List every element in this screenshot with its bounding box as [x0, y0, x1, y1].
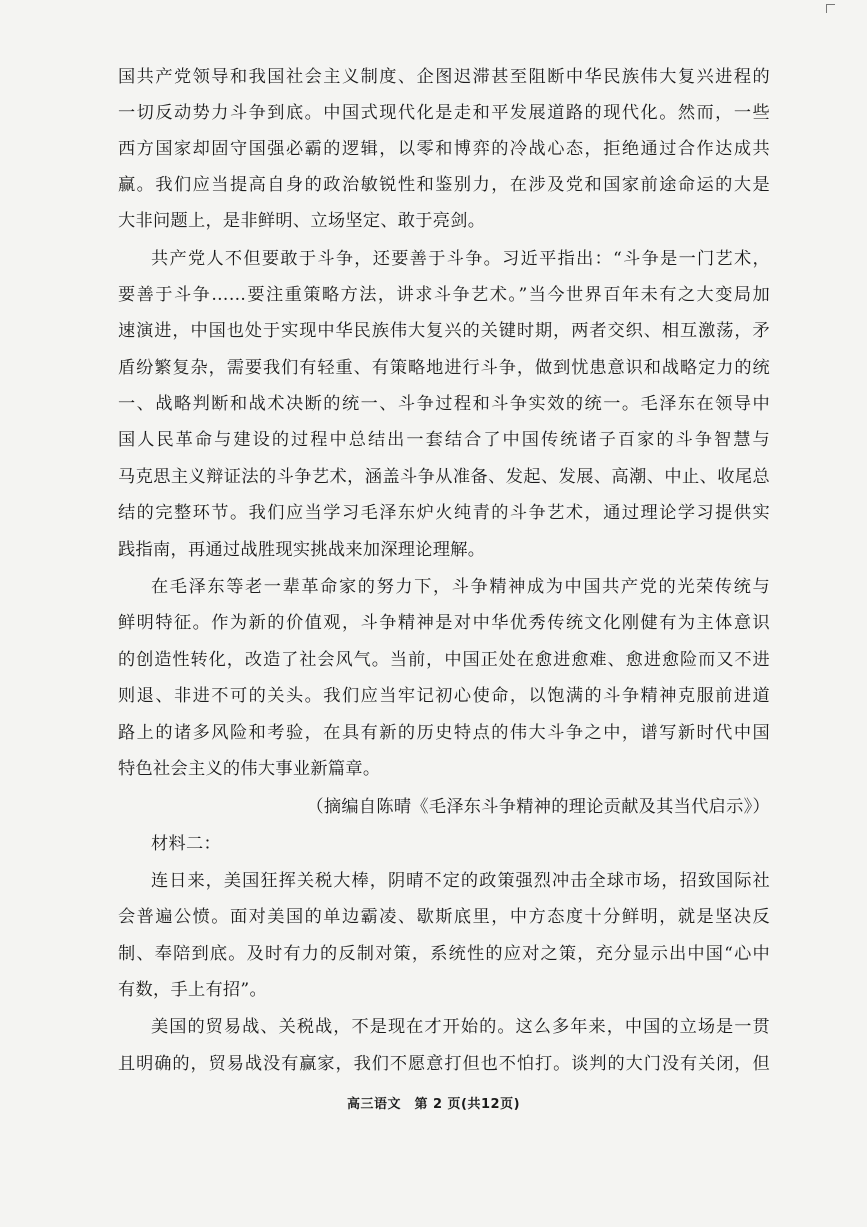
paragraph-3-line: 在毛泽东等老一辈革命家的努力下，斗争精神成为中国共产党的光荣传统与	[151, 577, 770, 597]
material-two-heading: 材料二：	[151, 834, 221, 854]
paragraph-5-line: 美国的贸易战、关税战，不是现在才开始的。这么多年来，中国的立场是一贯	[151, 1017, 770, 1037]
source-citation: （摘编自陈晴《毛泽东斗争精神的理论贡献及其当代启示》）	[306, 797, 770, 817]
paragraph-3-line: 的创造性转化，改造了社会风气。当前，中国正处在愈进愈难、愈进愈险而又不进	[118, 650, 770, 670]
paragraph-1-line: 国共产党领导和我国社会主义制度、企图迟滞甚至阻断中华民族伟大复兴进程的	[118, 67, 770, 87]
paragraph-2-line: 马克思主义辩证法的斗争艺术，涵盖斗争从准备、发起、发展、高潮、中止、收尾总	[118, 467, 770, 487]
paragraph-3-line: 特色社会主义的伟大事业新篇章。	[118, 759, 381, 779]
paragraph-1-line: 赢。我们应当提高自身的政治敏锐性和鉴别力，在涉及党和国家前途命运的大是	[118, 175, 770, 195]
paragraph-2-line: 盾纷繁复杂，需要我们有轻重、有策略地进行斗争，做到忧患意识和战略定力的统	[118, 358, 770, 378]
paragraph-1-line: 大非问题上，是非鲜明、立场坚定、敢于亮剑。	[118, 211, 486, 231]
paragraph-4-line: 制、奉陪到底。及时有力的反制对策，系统性的应对之策，充分显示出中国“心中	[118, 944, 770, 964]
page-footer: 高三语文 第 2 页(共12页)	[346, 1097, 521, 1112]
paragraph-2-line: 一、战略判断和战术决断的统一、斗争过程和斗争实效的统一。毛泽东在领导中	[118, 394, 770, 414]
paragraph-5-line: 且明确的，贸易战没有赢家，我们不愿意打但也不怕打。谈判的大门没有关闭，但	[118, 1054, 770, 1074]
paragraph-3-line: 鲜明特征。作为新的价值观，斗争精神是对中华优秀传统文化刚健有为主体意识	[118, 613, 770, 633]
scan-corner-mark	[826, 4, 835, 13]
paragraph-4-line: 有数，手上有招”。	[118, 980, 267, 1000]
paragraph-2-line: 国人民革命与建设的过程中总结出一套结合了中国传统诸子百家的斗争智慧与	[118, 430, 770, 450]
paragraph-2-line: 践指南，再通过战胜现实挑战来加深理论理解。	[118, 540, 486, 560]
paragraph-1-line: 西方国家却固守国强必霸的逻辑，以零和博弈的冷战心态，拒绝通过合作达成共	[118, 139, 770, 159]
paragraph-4-line: 会普遍公愤。面对美国的单边霸凌、歇斯底里，中方态度十分鲜明，就是坚决反	[118, 907, 770, 927]
paragraph-2-line: 结的完整环节。我们应当学习毛泽东炉火纯青的斗争艺术，通过理论学习提供实	[118, 503, 770, 523]
paragraph-4-line: 连日来，美国狂挥关税大棒，阴晴不定的政策强烈冲击全球市场，招致国际社	[151, 871, 770, 891]
paragraph-1-line: 一切反动势力斗争到底。中国式现代化是走和平发展道路的现代化。然而，一些	[118, 103, 770, 123]
paragraph-2-line: 共产党人不但要敢于斗争，还要善于斗争。习近平指出：“斗争是一门艺术，	[151, 249, 770, 269]
paragraph-2-line: 速演进，中国也处于实现中华民族伟大复兴的关键时期，两者交织、相互激荡，矛	[118, 321, 770, 341]
paragraph-2-line: 要善于斗争……要注重策略方法，讲求斗争艺术。”当今世界百年未有之大变局加	[118, 285, 770, 305]
paragraph-3-line: 则退、非进不可的关头。我们应当牢记初心使命，以饱满的斗争精神克服前进道	[118, 686, 770, 706]
paragraph-3-line: 路上的诸多风险和考验，在具有新的历史特点的伟大斗争之中，谱写新时代中国	[118, 723, 770, 743]
